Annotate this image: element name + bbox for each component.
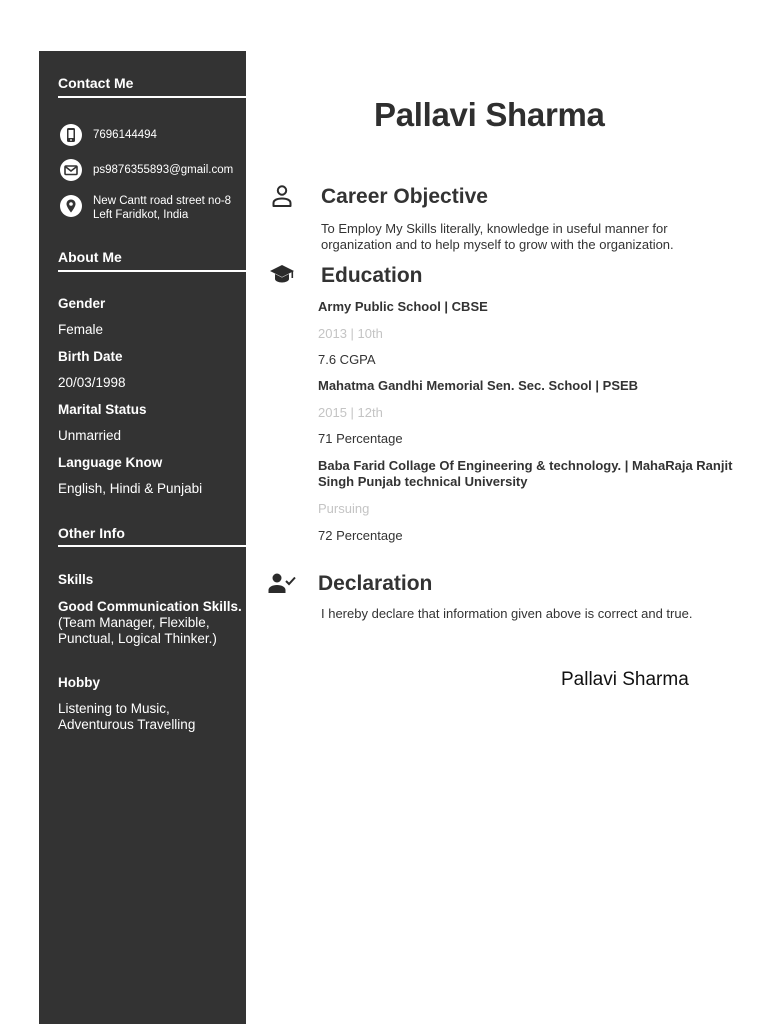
email-address[interactable]: ps9876355893@gmail.com [93,164,234,176]
person-check-icon [268,572,296,599]
sidebar [39,51,246,1024]
gender-value: Female [58,322,104,337]
language-label: Language Know [58,455,163,470]
education-result-2: 71 Percentage [318,431,403,446]
phone-icon [60,124,82,146]
declaration-title: Declaration [318,572,433,595]
candidate-name: Pallavi Sharma [374,96,605,133]
other-info-divider [58,545,246,547]
hobby-line-2: Adventurous Travelling [58,717,196,732]
education-result-3: 72 Percentage [318,528,403,543]
phone-number[interactable]: 7696144494 [93,129,157,141]
about-divider [58,270,246,272]
education-title: Education [321,264,423,287]
hobby-line-1: Listening to Music, [58,701,170,716]
skills-line-3: Punctual, Logical Thinker.) [58,631,217,646]
address [93,194,231,222]
email-icon [60,159,82,181]
signature-name: Pallavi Sharma [561,669,689,690]
education-school-1: Army Public School | CBSE [318,299,488,314]
skills-line-1: Good Communication Skills. [58,599,242,614]
hobby-label: Hobby [58,675,100,690]
career-line-2: organization and to help myself to grow with the organization. [321,237,674,252]
career-objective-title: Career Objective [321,185,488,208]
education-result-1: 7.6 CGPA [318,352,376,367]
address-line-2: Left Faridkot, India [93,209,189,221]
contact-heading: Contact Me [58,75,134,91]
hobby-value [58,701,195,733]
education-year-1: 2013 | 10th [318,326,383,341]
person-icon [271,184,293,213]
education-school-3-line-1: Baba Farid Collage Of Engineering & technology. | MahaRaja Ranjit [318,458,733,473]
skills-label: Skills [58,572,94,587]
marital-status-value: Unmarried [58,428,122,443]
birth-date-label: Birth Date [58,349,123,364]
education-year-2: 2015 | 12th [318,405,383,420]
birth-date-value: 20/03/1998 [58,375,126,390]
education-year-3: Pursuing [318,501,370,516]
gender-label: Gender [58,296,106,311]
about-heading: About Me [58,249,122,265]
language-value: English, Hindi & Punjabi [58,481,203,496]
graduation-cap-icon [269,263,295,290]
contact-divider [58,96,246,98]
skills-line-2: (Team Manager, Flexible, [58,615,210,630]
career-objective-text [321,221,674,253]
marital-status-label: Marital Status [58,402,147,417]
education-school-3-line-2: Singh Punjab technical University [318,474,528,489]
education-school-3 [318,458,738,490]
address-line-1: New Cantt road street no-8 [93,195,232,207]
career-line-1: To Employ My Skills literally, knowledge in useful manner for [321,221,668,236]
education-school-2: Mahatma Gandhi Memorial Sen. Sec. School | PSEB [318,378,639,393]
location-pin-icon [60,195,82,217]
skills-value [58,599,244,647]
other-info-heading: Other Info [58,525,125,541]
declaration-text: I hereby declare that information given above is correct and true. [321,606,693,621]
